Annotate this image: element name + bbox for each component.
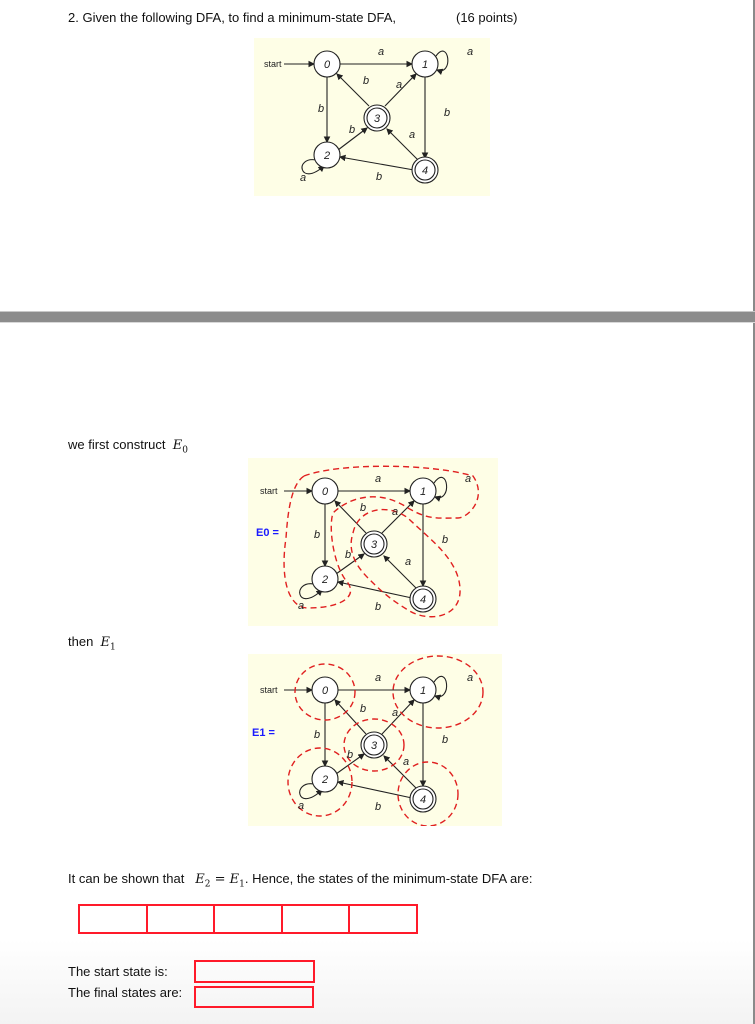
- min-state-cell-1[interactable]: [80, 906, 148, 932]
- svg-text:3: 3: [370, 539, 378, 551]
- svg-text:0: 0: [321, 486, 329, 498]
- e0-graph: [248, 458, 498, 626]
- start-state-answer-box[interactable]: [194, 960, 315, 983]
- e0-diagram: [248, 458, 498, 626]
- svg-text:b: b: [348, 124, 356, 136]
- svg-text:4: 4: [419, 594, 427, 606]
- e1-symbol: $E_1$: [100, 635, 116, 653]
- svg-text:1: 1: [419, 685, 427, 697]
- e0-intro: [68, 437, 188, 456]
- svg-text:a: a: [391, 506, 399, 518]
- svg-text:b: b: [359, 502, 367, 514]
- svg-text:a: a: [466, 46, 474, 58]
- min-state-cell-3[interactable]: [215, 906, 283, 932]
- e0-intro-text: we first construct: [68, 437, 166, 452]
- svg-text:b: b: [344, 549, 352, 561]
- svg-text:a: a: [391, 707, 399, 719]
- svg-text:2: 2: [323, 150, 331, 162]
- svg-text:0: 0: [321, 685, 329, 697]
- svg-text:b: b: [441, 734, 449, 746]
- min-state-cell-2[interactable]: [148, 906, 216, 932]
- e0-symbol: $E_0$: [172, 438, 188, 456]
- svg-text:start: start: [260, 685, 278, 695]
- svg-text:a: a: [395, 79, 403, 91]
- svg-text:4: 4: [421, 165, 429, 177]
- svg-text:a: a: [402, 756, 410, 768]
- start-label: start: [264, 59, 282, 69]
- conclusion-prefix: It can be shown that: [68, 871, 185, 886]
- min-state-cell-5[interactable]: [350, 906, 416, 932]
- dfa-graph: [254, 38, 490, 196]
- min-state-cell-4[interactable]: [283, 906, 351, 932]
- e1-intro: [68, 634, 116, 653]
- svg-text:a: a: [464, 473, 472, 485]
- svg-text:4: 4: [419, 794, 427, 806]
- svg-text:b: b: [346, 749, 354, 761]
- svg-text:b: b: [441, 534, 449, 546]
- dfa-diagram: [254, 38, 490, 196]
- svg-text:3: 3: [373, 113, 381, 125]
- page-separator: [0, 311, 755, 323]
- svg-text:3: 3: [370, 740, 378, 752]
- svg-text:b: b: [374, 601, 382, 613]
- svg-text:1: 1: [419, 486, 427, 498]
- svg-text:0: 0: [323, 59, 331, 71]
- min-states-answer-row: [78, 904, 418, 934]
- conclusion-suffix: . Hence, the states of the minimum-state DFA are:: [244, 871, 533, 886]
- svg-text:a: a: [374, 672, 382, 684]
- svg-text:a: a: [297, 600, 305, 612]
- final-states-label: The final states are:: [68, 985, 183, 1000]
- svg-text:1: 1: [421, 59, 429, 71]
- svg-text:a: a: [404, 556, 412, 568]
- svg-text:b: b: [362, 75, 370, 87]
- svg-text:2: 2: [321, 774, 329, 786]
- svg-text:b: b: [317, 103, 325, 115]
- e1-intro-text: then: [68, 634, 94, 649]
- svg-text:b: b: [443, 107, 451, 119]
- final-states-answer-box[interactable]: [194, 986, 314, 1008]
- svg-text:b: b: [375, 171, 383, 183]
- svg-text:b: b: [374, 801, 382, 813]
- svg-text:start: start: [260, 486, 278, 496]
- svg-text:a: a: [374, 473, 382, 485]
- e1-diagram: [248, 654, 502, 826]
- svg-text:b: b: [313, 529, 321, 541]
- question-title: 2. Given the following DFA, to find a minimum-state DFA,: [68, 10, 397, 25]
- svg-text:2: 2: [321, 574, 329, 586]
- svg-text:a: a: [377, 46, 385, 58]
- svg-text:b: b: [313, 729, 321, 741]
- svg-text:a: a: [408, 129, 416, 141]
- e1-label: E1 =: [252, 727, 275, 739]
- conclusion-line: [68, 871, 532, 890]
- svg-text:a: a: [299, 172, 307, 184]
- svg-text:a: a: [466, 672, 474, 684]
- e1-graph: [248, 654, 502, 826]
- question-points: (16 points): [456, 10, 518, 25]
- equation: $E_2 = E_1$: [195, 872, 245, 890]
- e0-label: E0 =: [256, 527, 279, 539]
- start-state-label: The start state is:: [68, 964, 168, 979]
- svg-text:a: a: [297, 800, 305, 812]
- svg-text:b: b: [359, 703, 367, 715]
